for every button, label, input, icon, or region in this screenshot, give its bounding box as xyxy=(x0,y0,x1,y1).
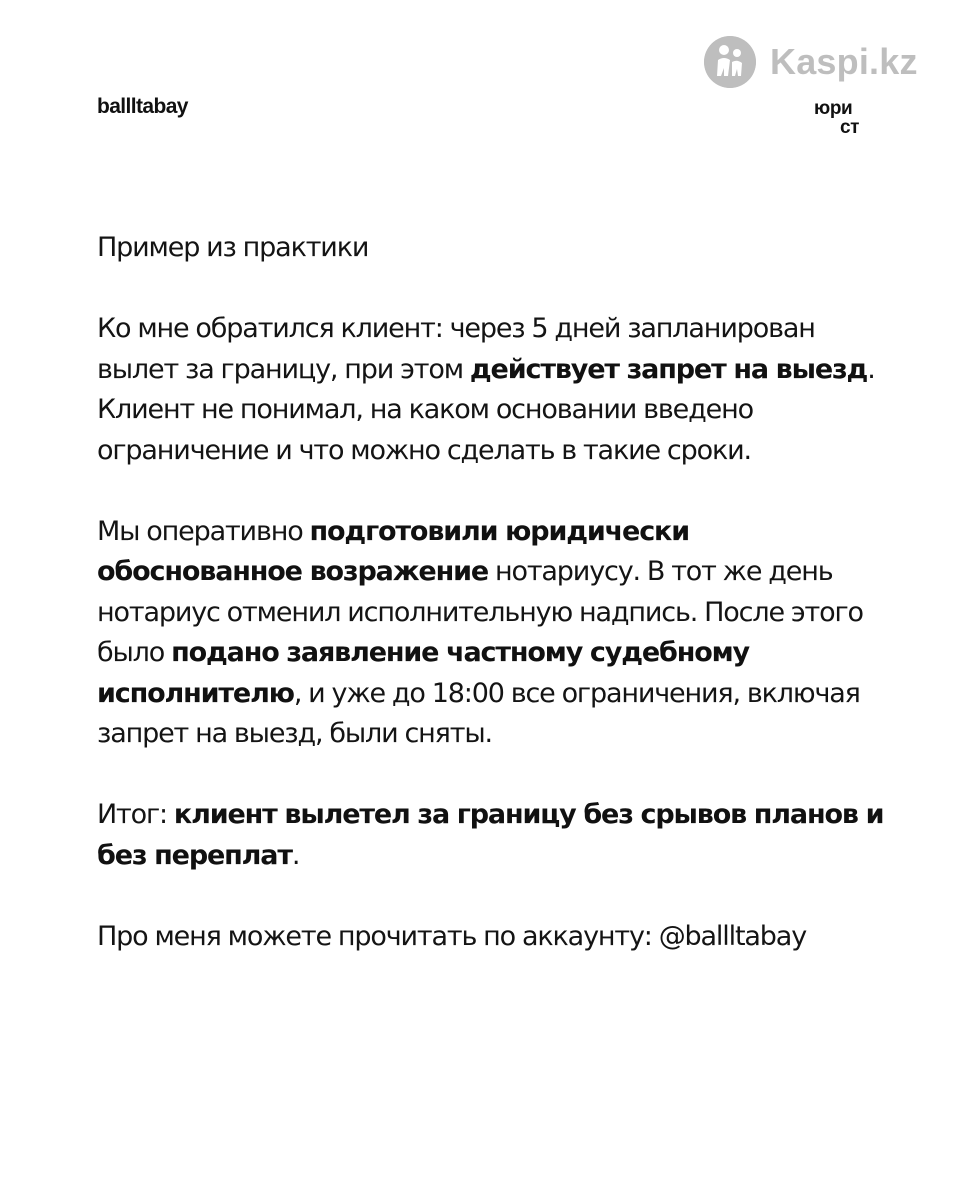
paragraph-result xyxy=(97,795,887,876)
bold-segment: клиент вылетел за границу без срывов планов и без переплат xyxy=(97,799,884,871)
paragraph-actions xyxy=(97,512,887,755)
paragraph-situation xyxy=(97,309,887,471)
text-segment: Итог: xyxy=(97,799,174,830)
post-content xyxy=(97,228,887,957)
text-segment: нотариусу. В тот же день нотариус отменил исполнительную надпись. После этого было xyxy=(97,556,863,668)
kaspi-logo-icon xyxy=(704,36,756,88)
text-segment: Мы оперативно xyxy=(97,515,310,547)
text-segment: Ко мне обратился клиент: через 5 дней запланирован вылет за границу, при этом xyxy=(97,313,815,385)
brand-name: ballltabay xyxy=(97,95,188,118)
role-label xyxy=(814,99,859,137)
kaspi-watermark-text: Kaspi.kz xyxy=(770,41,918,82)
bold-segment: подготовили юридически обоснованное возражение xyxy=(97,515,689,587)
kaspi-watermark xyxy=(704,36,918,88)
paragraph-account xyxy=(97,917,887,958)
bold-segment: действует запрет на выезд xyxy=(469,353,868,385)
text-segment: , и уже до 18:00 все ограничения, включая запрет на выезд, были сняты. xyxy=(97,677,860,749)
text-segment: . xyxy=(291,839,300,871)
text-segment: . Клиент не понимал, на каком основании введено ограничение и что можно сделать в такие сроки. xyxy=(97,353,875,466)
bold-segment: подано заявление частному судебному исполнителю xyxy=(97,637,749,709)
post-heading: Пример из практики xyxy=(97,232,369,263)
account-handle: @ballltabay xyxy=(658,920,807,952)
text-segment: Про меня можете прочитать по аккаунту: xyxy=(97,920,659,952)
role-label-line-1: юри xyxy=(814,98,853,119)
role-label-line-2: ст xyxy=(840,117,860,138)
